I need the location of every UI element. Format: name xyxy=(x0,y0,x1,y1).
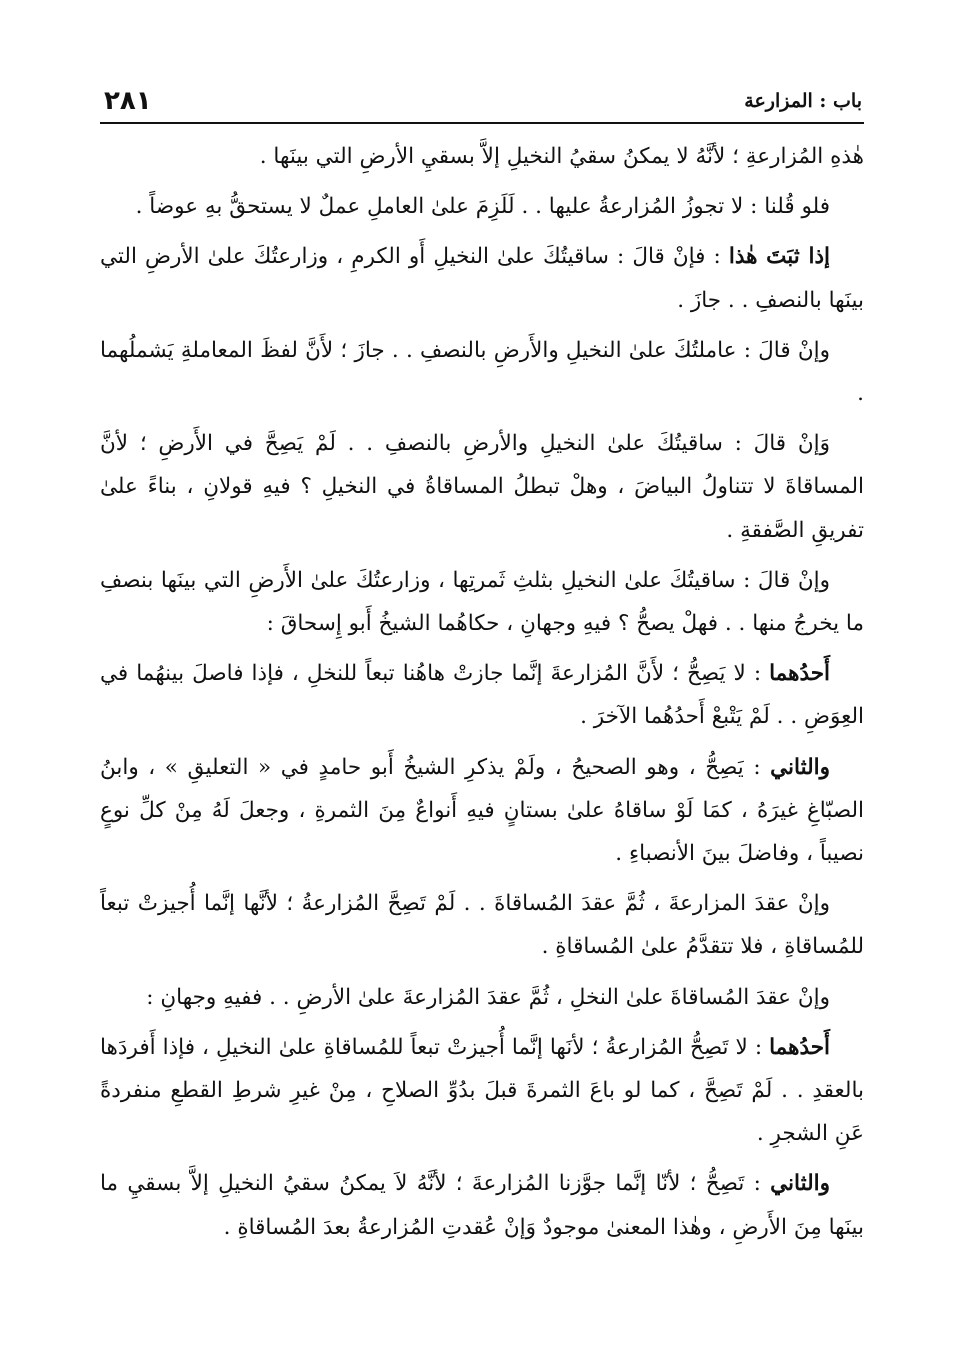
paragraph-text: وإنْ عقدَ المُساقاةَ علىٰ النخلِ ، ثُمَّ عقدَ المُزارعةَ علىٰ الأرضِ . . ففيهِ وجهانِ : xyxy=(146,984,830,1010)
paragraph xyxy=(100,1026,864,1156)
paragraph-text: : يَصِحُّ ، وهو الصحيحُ ، ولَمْ يذكرِ الشيخُ أَبو حامدٍ في « التعليقِ » ، وابنُ الصبّاغِ غيرَهُ ، كمَا لَوْ ساقاهُ علىٰ بستانٍ فيهِ أَنواعٌ مِنَ الثمرةِ ، وجعلَ لَهُ مِنْ كلِّ نوعٍ نصيباً ، وفاضلَ بينَ الأنصباءِ . xyxy=(100,754,864,867)
paragraph-text: وإنْ قالَ : عاملتُكَ علىٰ النخيلِ والأَرضِ بالنصفِ . . جازَ ؛ لأَنَّ لفظَ المعاملةِ يَشملُهما . xyxy=(100,337,864,407)
paragraph-lead: والثاني xyxy=(770,754,830,780)
paragraph-text: : لا تَصِحُّ المُزارعةُ ؛ لأنَها إنَّما أُجيزتْ تبعاً للمُساقاةِ علىٰ النخيلِ ، فإذا أَفردَها بالعقدِ . . لَمْ تَصِحَّ ، كما لو باعَ الثمرةَ قبلَ بدُوِّ الصلاحِ ، مِنْ غيرِ شرطِ القطعِ منفردةً عَنِ الشجرِ . xyxy=(100,1034,864,1147)
paragraph xyxy=(100,1162,864,1248)
paragraph-text: : تَصِحُّ ؛ لأنّا إنَّما جوَّزنا المُزارعةَ ؛ لأنَّهُ لاَ يمكنُ سقيُ النخيلِ إلاَّ بسقيِ ما بينَها مِنَ الأَرضِ ، وهٰذا المعنىٰ موجودٌ وَإنْ عُقدتِ المُزارعةُ بعدَ المُساقاةِ . xyxy=(100,1171,864,1240)
page-body xyxy=(100,135,864,1328)
paragraph-text: : فإنْ قالَ : ساقيتُكَ علىٰ النخيلِ أَو الكرمِ ، وزارعتُكَ علىٰ الأرضِ التي بينَها بالنصفِ . . جازَ . xyxy=(100,244,864,313)
paragraph-text: وإنْ قالَ : ساقيتُكَ علىٰ النخيلِ بثلثِ ثَمرتِها ، وزارعتُكَ علىٰ الأَرضِ التي بينَها بنصفِ ما يخرجُ منها . . فهلْ يصحُّ ؟ فيهِ وجهانِ ، حكاهُما الشيخُ أَبو إِسحاقَ : xyxy=(100,567,864,637)
paragraph xyxy=(100,746,864,876)
paragraph xyxy=(100,235,864,321)
paragraph xyxy=(100,882,864,968)
paragraph-lead: أَحدُهما xyxy=(769,1034,830,1060)
paragraph-text: : لا يَصِحُّ ؛ لأَنَّ المُزارعةَ إنَّما جازتْ هاهُنا تبعاً للنخلِ ، فإذا فاصلَ بينهُما في العِوَضِ . . لَمْ يَتْبعْ أَحدُهُما الآخرَ . xyxy=(100,661,864,730)
paragraph xyxy=(100,976,864,1019)
paragraph-text: هٰذهِ المُزارعةِ ؛ لأنَّهُ لا يمكنُ سقيُ النخيلِ إلاَّ بسقيِ الأرضِ التي بينَها . xyxy=(259,144,864,169)
paragraph-text: وإنْ عقدَ المزارعةَ ، ثُمَّ عقدَ المُساقاةَ . . لَمْ تَصِحَّ المُزارعةُ ؛ لأنَّها إنَّما أُجيزتْ تبعاً للمُساقاةِ ، فلا تتقدَّمُ علىٰ المُساقاةِ . xyxy=(100,891,864,960)
paragraph xyxy=(100,329,864,415)
paragraph xyxy=(100,422,864,552)
running-header xyxy=(100,82,864,124)
page-number: ٢٨١ xyxy=(104,86,152,116)
paragraph-lead: إذا ثبَتَ هٰذا xyxy=(728,244,830,270)
paragraph-lead: والثاني xyxy=(770,1171,830,1197)
paragraph-text: وَإنْ قالَ : ساقيتُكَ علىٰ النخيلِ والأرضِ بالنصفِ . . لَمْ يَصِحَّ في الأَرضِ ؛ لأنَّ المساقاةَ لا تتناولُ البياضَ ، وهلْ تبطلُ المساقاةُ في النخيلِ ؟ فيهِ قولانِ ، بناءً علىٰ تفريقِ الصَّفقةِ . xyxy=(100,431,864,543)
paragraph xyxy=(100,135,864,178)
chapter-title: باب : المزارعة xyxy=(744,90,862,112)
paragraph xyxy=(100,652,864,738)
paragraph xyxy=(100,185,864,228)
paragraph-text: فلو قُلنا : لا تجوزُ المُزارعةُ عليها . . لَلَزِمَ علىٰ العاملِ عملٌ لا يستحقُّ بهِ عوضاً . xyxy=(135,194,830,220)
paragraph-lead: أَحدُهما xyxy=(769,661,830,687)
paragraph xyxy=(100,559,864,645)
